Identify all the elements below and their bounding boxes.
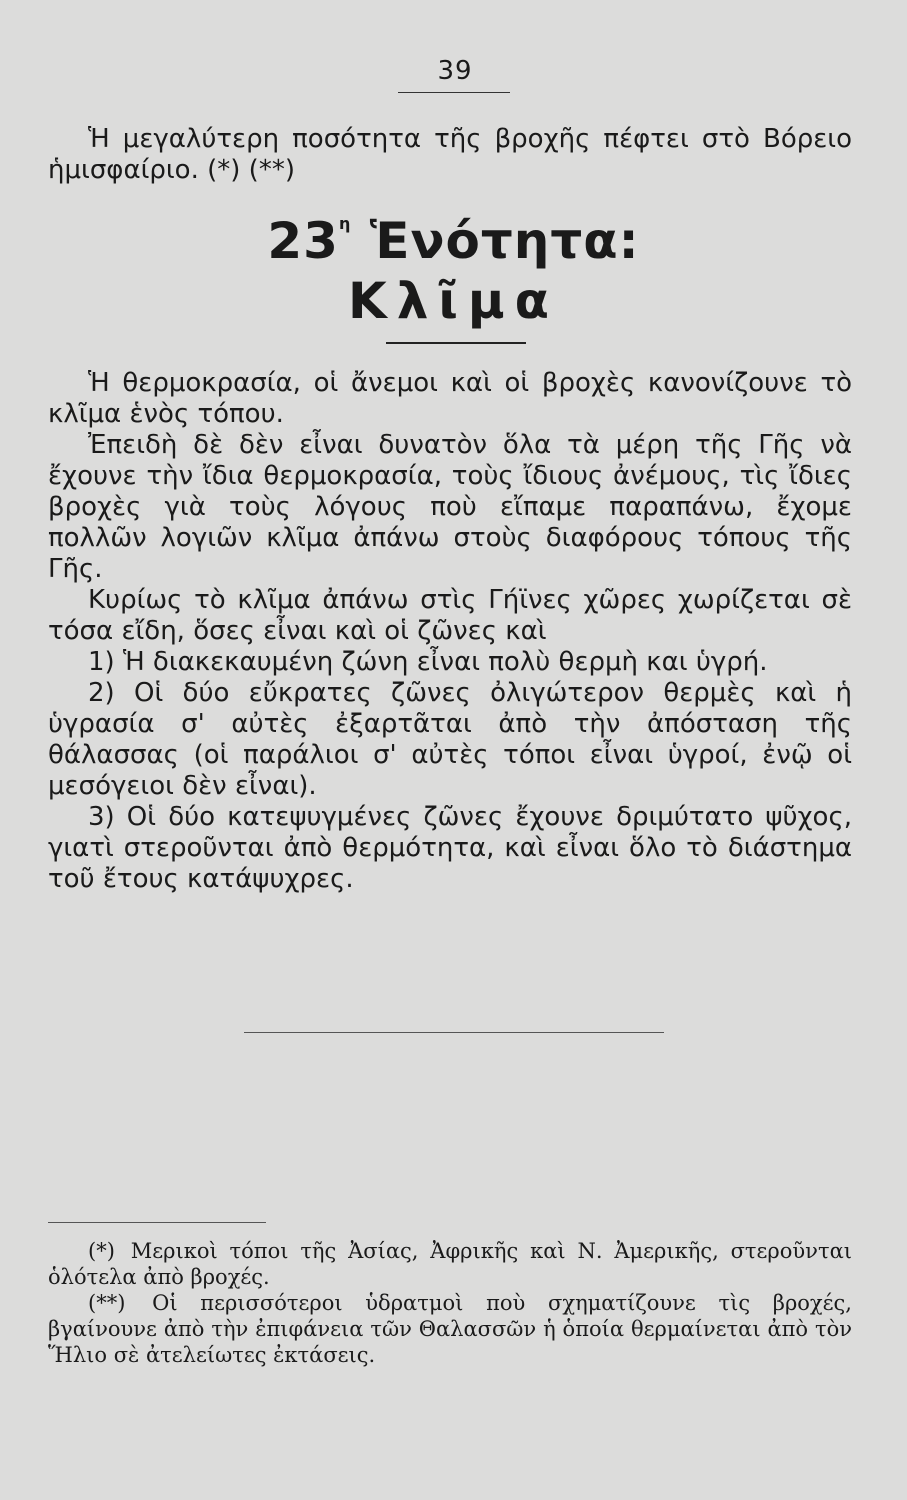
list-item: 3) Οἱ δύο κατεψυγμένες ζῶνες ἔχουνε δριμύτατο ψῦχος, γιατὶ στεροῦνται ἀπὸ θερμότητα, καὶ εἶναι ὅλο τὸ διάστημα τοῦ ἔτους κατάψυχρες. — [48, 802, 852, 894]
page-number: 39 — [437, 56, 473, 86]
page-number-underline — [398, 92, 510, 93]
section-divider — [244, 1032, 664, 1033]
paragraph: Κυρίως τὸ κλῖμα ἀπάνω στὶς Γήϊνες χῶρες χωρίζεται σὲ τόσα εἴδη, ὅσες εἶναι καὶ οἱ ζῶνες καὶ — [48, 585, 852, 646]
footnote — [48, 1290, 852, 1368]
list-item: 1) Ἡ διακεκαυμένη ζώνη εἶναι πολὺ θερμὴ και ὑγρή. — [88, 647, 768, 677]
title-underline — [386, 342, 526, 344]
footnote-text: Μερικοὶ τόποι τῆς Ἀσίας, Ἀφρικῆς καὶ Ν. Ἀμερικῆς, στεροῦνται ὁλότελα ἀπὸ βροχές. — [48, 1239, 852, 1289]
chapter-subtitle: Κλῖμα — [347, 272, 559, 330]
chapter-heading — [0, 212, 907, 270]
footnote-mark: (*) — [88, 1239, 115, 1263]
intro-paragraph — [48, 124, 852, 186]
footnote-text: Οἱ περισσότεροι ὑδρατμοὶ ποὺ σχηματίζουνε τὶς βροχές, βγαίνουνε ἀπὸ τὴν ἐπιφάνεια τῶν Θαλασσῶν ἡ ὁποία θερμαίνεται ἀπὸ τὸν Ἥλιο σὲ ἀτελείωτες ἐκτάσεις. — [48, 1291, 852, 1367]
footnote-separator — [48, 1222, 266, 1223]
chapter-label: Ἑνότητα: — [369, 212, 640, 270]
footnotes — [48, 1238, 852, 1368]
chapter-number: 23 — [267, 212, 339, 270]
intro-text: Ἡ μεγαλύτερη ποσότητα τῆς βροχῆς πέφτει στὸ Βόρειο ἡμισφαίριο. (*) (**) — [48, 124, 852, 185]
footnote-mark: (**) — [88, 1291, 126, 1315]
main-text — [48, 368, 852, 895]
paragraph: Ἡ θερμοκρασία, οἱ ἄνεμοι καὶ οἱ βροχὲς κανονίζουνε τὸ κλῖμα ἑνὸς τόπου. — [48, 368, 852, 429]
footnote — [48, 1238, 852, 1290]
list-item: 2) Οἱ δύο εὔκρατες ζῶνες ὀλιγώτερον θερμὲς καὶ ἡ ὑγρασία σ' αὐτὲς ἐξαρτᾶται ἀπὸ τὴν ἀπόσταση τῆς θάλασσας (οἱ παράλιοι σ' αὐτὲς τόποι εἶναι ὑγροί, ἐνῷ οἱ μεσόγειοι δὲν εἶναι). — [48, 678, 852, 801]
paragraph: Ἐπειδὴ δὲ δὲν εἶναι δυνατὸν ὅλα τὰ μέρη τῆς Γῆς νὰ ἔχουνε τὴν ἴδια θερμοκρασία, τοὺς ἴδιους ἀνέμους, τὶς ἴδιες βροχὲς γιὰ τοὺς λόγους ποὺ εἴπαμε παραπάνω, ἔχομε πολλῶν λογιῶν κλῖμα ἀπάνω στοὺς διαφόρους τόπους τῆς Γῆς. — [48, 430, 852, 584]
chapter-ordinal-suffix: η — [338, 214, 352, 233]
